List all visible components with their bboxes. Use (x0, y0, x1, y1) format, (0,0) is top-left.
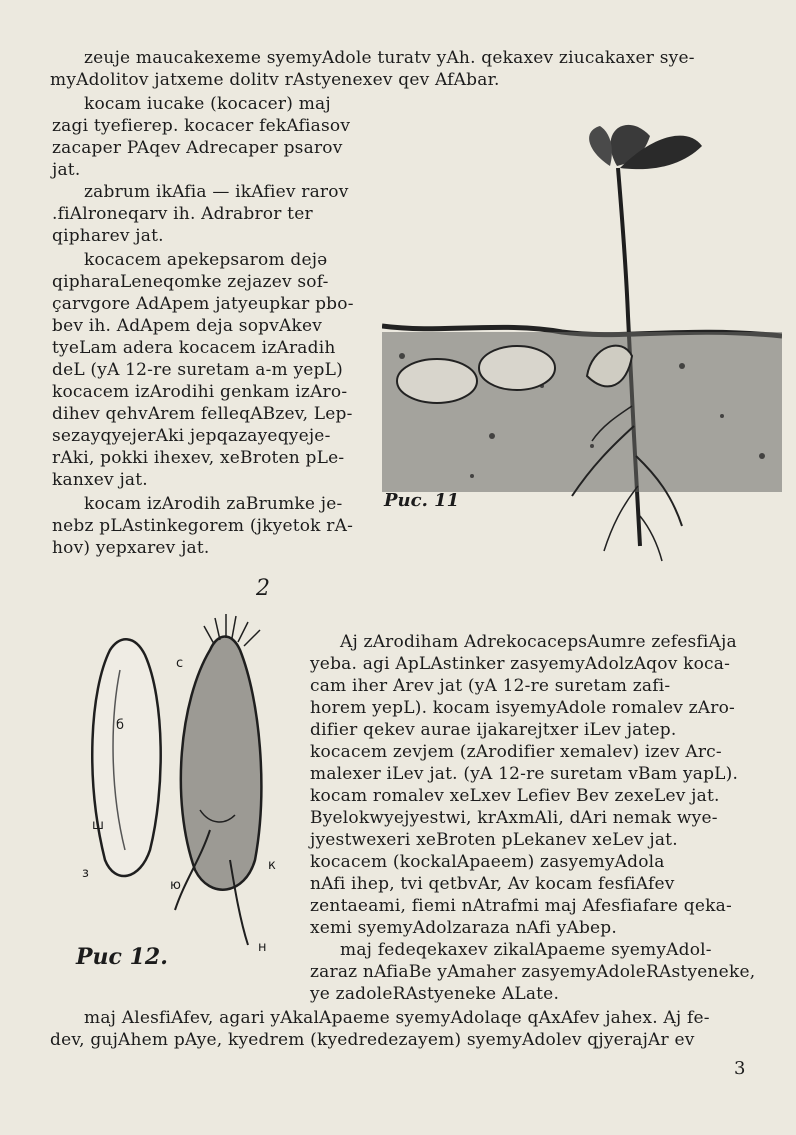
figure-12-label: н (258, 940, 267, 955)
text-line: Aj zArodiham AdrekocacepsAumre zefesfiAja (340, 632, 737, 652)
text-line: zentaeami, fiemi nAtrafmi maj Afesfiafare qeka- (310, 896, 732, 916)
text-line: sezayqyejerAki jepqazayeqyeje- (52, 426, 331, 446)
figure-12-label: з (82, 866, 89, 881)
figure-12-label: с (176, 656, 184, 671)
figure-12-label: ш (92, 818, 104, 833)
text-line: horem yepL). kocam isyemyAdole romalev zAro- (310, 698, 735, 718)
text-line: dihev qehvArem felleqABzev, Lep- (52, 404, 353, 424)
text-line: maj fedeqekaxev zikalApaeme syemyAdol- (340, 940, 712, 960)
text-line: ye zadoleRAstyeneke ALate. (310, 984, 560, 1004)
section-number: 2 (256, 576, 270, 601)
text-line: kanxev jat. (52, 470, 148, 490)
page-number: 3 (734, 1058, 746, 1079)
text-line: zacaper PAqev Adrecaper psarov (52, 138, 343, 158)
text-line: kocam romalev xeLxev Lefiev Bev zexeLev jat. (310, 786, 720, 806)
text-line: difier qekev aurae ijakarejtxer iLev jatep. (310, 720, 677, 740)
text-line: Byelokwyejyestwi, krAxmAli, dAri nemak wye- (310, 808, 718, 828)
text-line: jat. (52, 160, 81, 180)
text-line: cam iher Arev jat (yA 12-re suretam zafi- (310, 676, 671, 696)
text-line: .fiAlroneqarv ih. Adrabror ter (52, 204, 313, 224)
text-line: myAdolitov jatxeme dolitv rAstyenexev qev AfAbar. (50, 70, 500, 90)
figure-12-label: ю (170, 878, 181, 893)
figure-12-label: б (116, 718, 125, 733)
text-line: jyestwexeri xeBroten pLekanev xeLev jat. (310, 830, 678, 850)
text-line: qipharaLeneqomke zejazev sof- (52, 272, 329, 292)
text-line: bev ih. AdApem deja sopvAkev (52, 316, 323, 336)
text-line: xemi syemyAdolzaraza nAfi yAbep. (310, 918, 617, 938)
text-line: zagi tyefierep. kocacer fekAfiasov (52, 116, 351, 136)
text-line: hov) yepxarev jat. (52, 538, 210, 558)
text-line: kocacem zevjem (zArodifier xemalev) izev Arc- (310, 742, 722, 762)
text-line: deL (yA 12-re suretam a-m yepL) (52, 360, 343, 380)
text-line: kocacem apekepsarom dejə (84, 250, 328, 270)
figure-12-seed-sections (70, 610, 300, 960)
text-line: nAfi ihep, tvi qetbvAr, Av kocam fesfiAfev (310, 874, 675, 894)
text-line: zabrum ikAfia — ikAfiev rarov (84, 182, 349, 202)
text-line: yeba. agi ApLAstinker zasyemyAdolzAqov koca- (310, 654, 731, 674)
text-line: zaraz nAfiaBe yAmaher zasyemyAdoleRAstyeneke, (310, 962, 756, 982)
text-line: malexer iLev jat. (yA 12-re suretam vBam yapL). (310, 764, 739, 784)
text-line: nebz pLAstinkegorem (jkyetok rA- (52, 516, 354, 536)
text-line: kocam izArodih zaBrumke je- (84, 494, 343, 514)
text-line: qipharev jat. (52, 226, 164, 246)
text-line: maj AlesfiAfev, agari yAkalApaeme syemyAdolaqe qAxAfev jahex. Aj fe- (84, 1008, 710, 1028)
text-line: dev, gujAhem pAye, kyedrem (kyedredezayem) syemyAdolev qjyerajAr ev (50, 1030, 695, 1050)
text-line: zeuje maucakexeme syemyAdole turatv yAh. qekaxev ziucakaxer sye- (84, 48, 695, 68)
figure-12-label: к (268, 858, 276, 873)
text-line: çarvgore AdApem jatyeupkar pbo- (52, 294, 354, 314)
figure-11-caption: Рис. 11 (384, 490, 460, 511)
text-line: kocam iucake (kocacer) maj (84, 94, 331, 114)
text-line: kocacem izArodihi genkam izAro- (52, 382, 348, 402)
text-line: rAki, pokki ihexev, xeBroten pLe- (52, 448, 345, 468)
figure-12-caption: Рис 12. (76, 944, 168, 970)
text-line: kocacem (kockalApaeem) zasyemyAdola (310, 852, 665, 872)
text-line: tyeLam adera kocacem izAradih (52, 338, 336, 358)
